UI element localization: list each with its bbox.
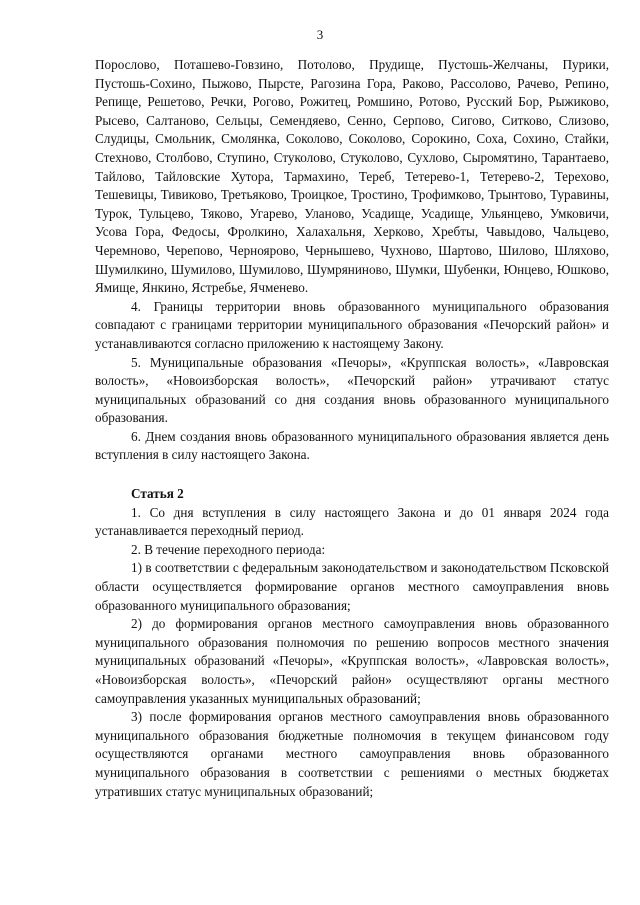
article-2-subitem-3: 3) после формирования органов местного самоуправления вновь образованного муниципального образования бюджетные полномочия в текущем финансовом году осуществляются органами местного самоуправления вновь образованного муниципального образования в соответствии с решениями о местных бюджетах утративших статус муниципальных образований;	[95, 709, 609, 799]
article-2-paragraph-2: 2. В течение переходного периода:	[131, 541, 326, 557]
section-spacer	[95, 465, 609, 485]
paragraph-item-5: 5. Муниципальные образования «Печоры», «Круппская волость», «Лавровская волость», «Новоизборская волость», «Печорский район» утрачивают статус муниципальных образований со дня создания вновь образованного муниципального образования.	[95, 354, 609, 426]
paragraph-item-6: 6. Днем создания вновь образованного муниципального образования является день вступления в силу настоящего Закона.	[95, 428, 609, 463]
article-2-heading: Статья 2	[131, 486, 184, 502]
paragraph-item-4: 4. Границы территории вновь образованного муниципального образования совпадают с границами территории муниципального образования «Печорский район» и устанавливаются согласно приложению к настоящему Закону.	[95, 298, 609, 351]
article-2-subitem-2: 2) до формирования органов местного самоуправления вновь образованного муниципального образования полномочия по решению вопросов местного значения муниципальных образований «Печоры», «Круппская волость», «Лавровская волость», «Новоизборская волость», «Печорский район» осуществляют органы местного самоуправления указанных муниципальных образований;	[95, 616, 609, 706]
page-number: 3	[316, 27, 324, 42]
article-2-paragraph-1: 1. Со дня вступления в силу настоящего Закона и до 01 января 2024 года устанавливается переходный период.	[95, 504, 609, 539]
settlement-list-paragraph: Порослово, Поташево-Говзино, Потолово, Прудище, Пустошь-Желчаны, Пурики, Пустошь-Сохино, Пыжово, Пырсте, Рагозина Гора, Раково, Рассолово, Рачево, Репино, Репище, Решетово, Речки, Рогово, Рожитец, Ромшино, Ротово, Русский Бор, Рыжиково, Рысево, Салтаново, Сельцы, Семендяево, Сенно, Серпово, Сигово, Ситково, Слизово, Слудицы, Смольник, Смолянка, Соколово, Соколово, Сорокино, Соха, Сохино, Стайки, Стехново, Столбово, Ступино, Стуколово, Стуколово, Сухлово, Сыромятино, Тарантаево, Тайлово, Тайловские Хутора, Тармахино, Тереб, Тетерево-1, Тетерево-2, Терехово, Тешевицы, Тивиково, Третьяково, Троицкое, Тростино, Трофимково, Трынтово, Туравины, Турок, Тульцево, Тяково, Угарево, Уланово, Усадище, Усадище, Ульянцево, Умковичи, Усова Гора, Федосы, Фролкино, Халахальня, Херково, Хребты, Чавыдово, Чальцево, Черемново, Черепово, Черноярово, Чернышево, Чухново, Шартово, Шилово, Шляхово, Шумилкино, Шумилово, Шумилово, Шумряниново, Шумки, Шубенки, Юнцево, Юшково, Ямище, Янкино, Ястребье, Ячменево.	[95, 57, 609, 296]
article-2-subitem-1: 1) в соответствии с федеральным законодательством и законодательством Псковской области осуществляется формирование органов местного самоуправления вновь образованного муниципального образования;	[95, 560, 609, 613]
document-body	[95, 56, 609, 801]
